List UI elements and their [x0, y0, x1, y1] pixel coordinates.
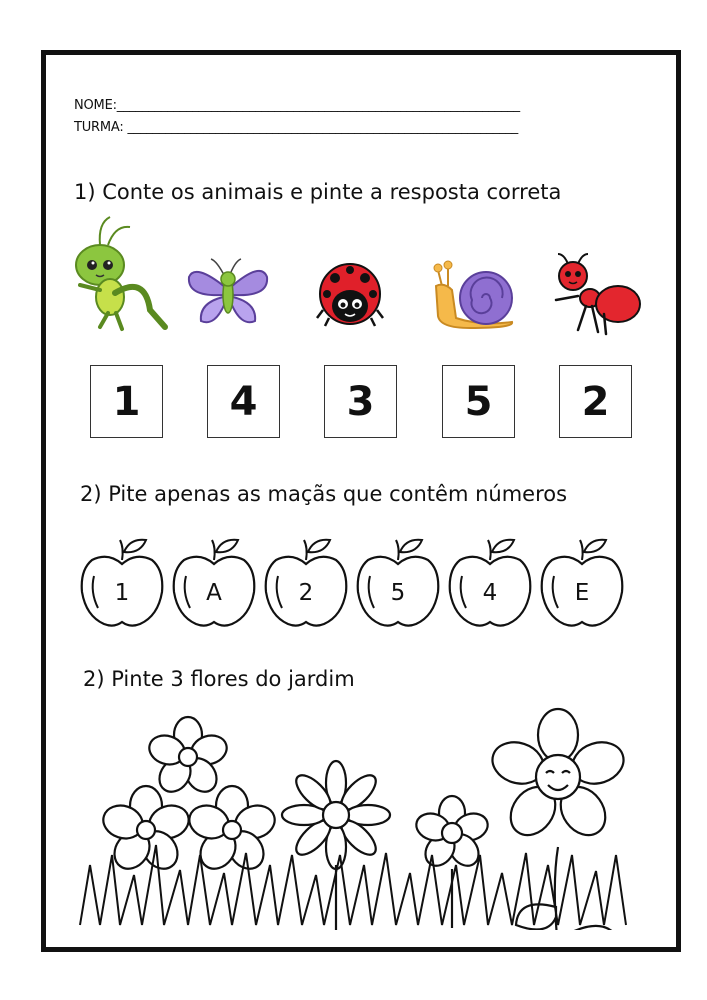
- apple-4[interactable]: [356, 536, 440, 628]
- question-2-title: 2) Pite apenas as maçãs que contêm números: [80, 482, 568, 506]
- class-field[interactable]: TURMA: ______________________________________________________________: [74, 120, 519, 135]
- grasshopper-icon: [70, 215, 170, 335]
- smiling-flower-icon: [487, 709, 629, 930]
- apple-label: 2: [298, 580, 314, 606]
- answer-box-2[interactable]: 4: [207, 365, 280, 438]
- snail-icon: [430, 260, 515, 330]
- apple-6[interactable]: [540, 536, 624, 628]
- apple-label: 5: [390, 580, 406, 606]
- apple-2[interactable]: [172, 536, 256, 628]
- apple-5[interactable]: [448, 536, 532, 628]
- answer-box-4[interactable]: 5: [442, 365, 515, 438]
- question-1-title: 1) Conte os animais e pinte a resposta correta: [74, 180, 562, 204]
- apple-label: 4: [482, 580, 498, 606]
- question-3-title: 2) Pinte 3 flores do jardim: [83, 667, 355, 691]
- apple-label: A: [206, 580, 222, 606]
- answer-box-1[interactable]: 1: [90, 365, 163, 438]
- flower-1-icon: [146, 717, 231, 798]
- flower-garden-drawing[interactable]: [60, 705, 650, 930]
- ladybug-icon: [315, 260, 385, 330]
- answer-box-3[interactable]: 3: [324, 365, 397, 438]
- flower-5-icon: [413, 796, 491, 928]
- apple-label: E: [574, 580, 590, 606]
- apple-3[interactable]: [264, 536, 348, 628]
- butterfly-icon: [185, 255, 270, 330]
- apple-1[interactable]: [80, 536, 164, 628]
- answer-box-5[interactable]: 2: [559, 365, 632, 438]
- apple-label: 1: [114, 580, 130, 606]
- name-field[interactable]: NOME:________________________________________________________________: [74, 98, 520, 113]
- ant-icon: [548, 252, 643, 337]
